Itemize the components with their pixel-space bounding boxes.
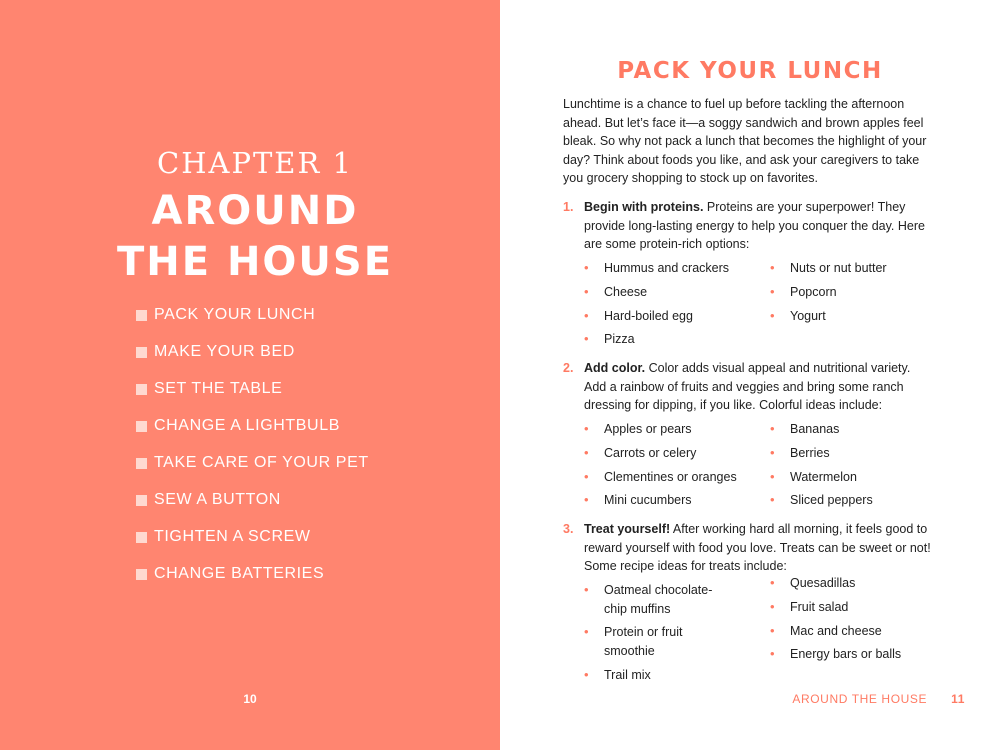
list-item: [584, 330, 744, 349]
step-lead: Treat yourself!: [584, 522, 671, 536]
bullet-list: [584, 581, 744, 690]
list-item: [770, 491, 930, 510]
bullet-icon: •: [584, 624, 589, 640]
chapter-contents-list: [136, 306, 369, 602]
toc-item-label: TIGHTEN A SCREW: [154, 528, 311, 545]
square-bullet-icon: [136, 384, 147, 395]
chapter-label: CHAPTER 1: [157, 146, 353, 180]
toc-item: [136, 417, 369, 454]
list-item-text: Watermelon: [790, 469, 857, 484]
bullet-icon: •: [770, 421, 775, 436]
step-paragraph: [584, 359, 934, 415]
toc-item-label: CHANGE BATTERIES: [154, 565, 325, 582]
list-item: [770, 259, 930, 278]
list-item-text: Pizza: [604, 332, 635, 347]
square-bullet-icon: [136, 347, 147, 358]
toc-item: [136, 528, 369, 565]
bullet-icon: •: [584, 492, 589, 508]
bullet-icon: •: [770, 260, 775, 275]
page-number: 11: [951, 692, 965, 706]
list-item: [584, 420, 744, 439]
step-lead: Add color.: [584, 361, 646, 375]
list-item: [770, 307, 930, 326]
list-item: [584, 468, 744, 487]
page-number: 10: [243, 692, 257, 706]
list-item: [770, 598, 930, 617]
list-item: [584, 307, 744, 326]
list-item-text: Berries: [790, 445, 830, 460]
bullet-icon: •: [584, 421, 589, 436]
toc-item-label: TAKE CARE OF YOUR PET: [154, 454, 369, 471]
list-item: [770, 574, 930, 593]
bullet-icon: •: [584, 283, 589, 299]
toc-item: [136, 491, 369, 528]
toc-item-label: CHANGE A LIGHTBULB: [154, 417, 340, 434]
bullet-icon: •: [770, 575, 775, 590]
toc-item-label: SEW A BUTTON: [154, 491, 281, 508]
list-item: [770, 468, 930, 487]
chapter-title-line-2: THE HOUSE: [116, 239, 394, 285]
square-bullet-icon: [136, 310, 147, 321]
bullet-icon: •: [584, 468, 589, 484]
list-item-text: Trail mix: [604, 667, 651, 682]
toc-item: [136, 343, 369, 380]
step-paragraph: [584, 198, 934, 254]
bullet-icon: •: [584, 582, 589, 597]
list-item-text: Carrots or celery: [604, 445, 697, 460]
bullet-icon: •: [770, 283, 775, 299]
list-item-text: Clementines or oranges: [604, 469, 737, 484]
list-item: [770, 283, 930, 302]
toc-item-label: PACK YOUR LUNCH: [154, 306, 316, 323]
list-item-text: Cheese: [604, 284, 648, 299]
list-item-text: Yogurt: [790, 308, 826, 323]
bullet-list: [770, 574, 930, 669]
list-item-text: Fruit salad: [790, 599, 849, 614]
square-bullet-icon: [136, 421, 147, 432]
list-item-text: Popcorn: [790, 284, 837, 299]
bullet-icon: •: [584, 260, 589, 275]
bullet-list: [770, 420, 930, 515]
square-bullet-icon: [136, 495, 147, 506]
square-bullet-icon: [136, 458, 147, 469]
bullet-icon: •: [770, 492, 775, 508]
list-item-text: Bananas: [790, 422, 840, 436]
list-item-text: Quesadillas: [790, 576, 856, 590]
bullet-list: [584, 420, 744, 515]
toc-item: [136, 306, 369, 343]
list-item-text: Oatmeal chocolate-chip muffins: [604, 583, 713, 616]
list-item-text: Energy bars or balls: [790, 647, 902, 662]
bullet-icon: •: [770, 444, 775, 460]
list-item: [584, 491, 744, 510]
list-item: [770, 420, 930, 439]
bullet-icon: •: [584, 666, 589, 682]
bullet-icon: •: [770, 307, 775, 323]
section-title: PACK YOUR LUNCH: [617, 58, 883, 84]
toc-item-label: MAKE YOUR BED: [154, 343, 295, 360]
list-item: [584, 283, 744, 302]
bullet-list: [770, 259, 930, 330]
list-item: [770, 622, 930, 641]
step-body: Proteins are your superpower! They provide long-lasting energy to help you conquer the day. Here are some protein-rich options:: [584, 200, 925, 252]
list-item-text: Protein or fruit smoothie: [604, 625, 683, 658]
running-footer: [792, 692, 965, 706]
bullet-icon: •: [584, 331, 589, 347]
square-bullet-icon: [136, 532, 147, 543]
step-number: 3.: [563, 522, 574, 536]
chapter-title-line-1: AROUND: [151, 188, 359, 234]
list-item: [584, 444, 744, 463]
bullet-list: [584, 259, 744, 354]
step-body: After working hard all morning, it feels good to reward yourself with food you love. Treats can be sweet or not! Some recipe ideas for treats include:: [584, 522, 931, 574]
bullet-icon: •: [584, 307, 589, 323]
list-item: [584, 666, 744, 685]
list-item-text: Sliced peppers: [790, 493, 873, 508]
step-number: 1.: [563, 200, 574, 214]
list-item: [584, 581, 724, 618]
toc-item: [136, 380, 369, 417]
toc-item: [136, 565, 369, 602]
bullet-icon: •: [584, 444, 589, 460]
step-number: 2.: [563, 361, 574, 375]
list-item-text: Mac and cheese: [790, 623, 882, 638]
step-lead: Begin with proteins.: [584, 200, 704, 214]
bullet-icon: •: [770, 646, 775, 662]
step-paragraph: [584, 520, 934, 576]
list-item-text: Mini cucumbers: [604, 493, 692, 508]
bullet-icon: •: [770, 598, 775, 614]
intro-paragraph: Lunchtime is a chance to fuel up before tackling the afternoon ahead. But let’s face it—a soggy sandwich and brown apples feel bleak. So why not pack a lunch that becomes the highlight of your day? Think about foods you like, and ask your caregivers to take you grocery shopping to stock up on favorites.: [563, 97, 927, 186]
bullet-icon: •: [770, 622, 775, 638]
list-item: [584, 259, 744, 278]
list-item-text: Hard-boiled egg: [604, 308, 693, 323]
list-item: [584, 623, 704, 660]
bullet-icon: •: [770, 468, 775, 484]
list-item-text: Hummus and crackers: [604, 261, 730, 275]
toc-item: [136, 454, 369, 491]
list-item: [770, 444, 930, 463]
list-item-text: Nuts or nut butter: [790, 261, 887, 275]
list-item: [770, 645, 930, 664]
toc-item-label: SET THE TABLE: [154, 380, 283, 397]
right-page: [500, 0, 1000, 750]
chapter-title: [0, 186, 510, 288]
footer-chapter-label: AROUND THE HOUSE: [792, 692, 928, 706]
square-bullet-icon: [136, 569, 147, 580]
step-body: Color adds visual appeal and nutritional variety. Add a rainbow of fruits and veggies and bring some ranch dressing for dipping, if you like. Colorful ideas include:: [584, 361, 911, 413]
list-item-text: Apples or pears: [604, 422, 692, 436]
